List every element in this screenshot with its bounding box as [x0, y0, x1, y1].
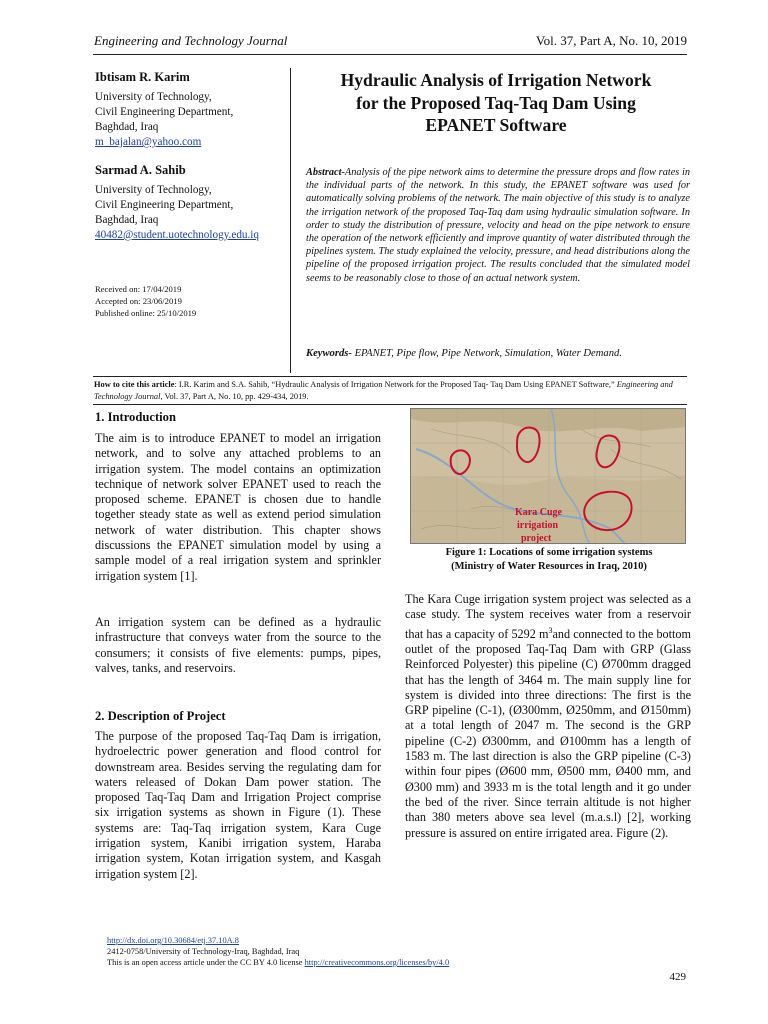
author-email-link[interactable]: m_bajalan@yahoo.com: [95, 136, 202, 148]
map-image: [411, 409, 686, 544]
accepted-date: Accepted on: 23/06/2019: [95, 296, 182, 306]
case-study-paragraph: The Kara Cuge irrigation system project was selected as a case study. The system receives water from a reservoir that has a capacity of 5292 $m^3and$ connected to the bottom outlet of the proposed Taq-Taq Dam with GRP (Glass Reinforced Polyester) this pipeline (C) Ø700mm dragged that has the length of 3464 m. The main supply line for system is divided into three directions: The first is the GRP pipeline (C-1), (Ø300mm, Ø250mm, and Ø150mm) at a total length of 2047 m. The second is the GRP pipeline (C-2) Ø300mm, and Ø100mm has a length of 1583 m. The last direction is also the GRP pipeline (C-3) within four pipes (Ø600 mm, Ø500 mm, Ø400 mm, and Ø300 mm) and 3933 m is the total length and it go under the bed of the river. Since terrain altitude is not higher than 380 meters above sea level (m.a.s.l) [2], working pressure is assured on entire irrigated area. Figure (2).: [405, 592, 691, 840]
description-paragraph: The purpose of the proposed Taq-Taq Dam is irrigation, hydroelectric power generation and flood control for downstream area. Besides serving the regulating dam for waters released of Dokan Dam power station. The proposed Taq-Taq Dam and Irrigation Project comprise six irrigation systems as shown in Figure (1). These systems are: Taq-Taq irrigation system, Kara Cuge irrigation system, Kanibi irrigation system, Haraba irrigation system, Kotan irrigation system, and Kasgah irrigation system [2].: [95, 729, 381, 881]
paper-title: Hydraulic Analysis of Irrigation Network for the Proposed Taq-Taq Dam Using EPANET Software: [340, 70, 652, 135]
author-block-2: [95, 163, 290, 243]
author-affiliation: Civil Engineering Department,: [95, 199, 234, 211]
section-heading-introduction: 1. Introduction: [95, 410, 176, 424]
column-divider: [290, 68, 291, 373]
received-date: Received on: 17/04/2019: [95, 284, 182, 294]
author-affiliation: Baghdad, Iraq: [95, 214, 159, 226]
citation-label: How to cite this article: [94, 380, 175, 389]
section-heading-description: 2. Description of Project: [95, 709, 226, 723]
citation: How to cite this article: I.R. Karim and S.A. Sahib, “Hydraulic Analysis of Irrigation Network for the Proposed Taq- Taq Dam Using EPANET Software,” Engineering and Technology Journal, Vol. 37, Part A, No. 10, pp. 429-434, 2019.: [94, 380, 673, 401]
citation-rule-top: [93, 376, 687, 377]
figure-1-map: [410, 408, 686, 544]
abstract-label: Abstract-: [306, 167, 345, 178]
license-link[interactable]: http://creativecommons.org/licenses/by/4.0: [304, 958, 450, 967]
page-number: 429: [669, 971, 686, 983]
journal-name: Engineering and Technology Journal: [94, 33, 288, 48]
author-affiliation: Civil Engineering Department,: [95, 106, 234, 118]
author-name: Ibtisam R. Karim: [95, 70, 190, 84]
keywords: [306, 347, 690, 360]
license-line: This is an open access article under the CC BY 4.0 license http://creativecommons.org/licenses/by/4.0: [107, 958, 450, 967]
issn-line: 2412-0758/University of Technology-Iraq, Baghdad, Iraq: [107, 947, 300, 956]
abstract: [306, 166, 690, 285]
abstract-text: Analysis of the pipe network aims to determine the pressure drops and flow rates in the individual parts of the network. In this study, the EPANET software was used for automatically solving problems of the network. The main objective of this study is to analyze the irrigation network of the proposed Taq-Taq dam using hydraulic simulation software. In order to study the distribution of pressure, velocity and head on the pipe network to ensure the operation of the network efficiently and improve quantity of water distributed through the pipelines system. The study explained the velocity, pressure, and head distributions along the pipeline of the proposed irrigation project. The results concluded that the simulated model seems to be reasonably close to those of an actual network system.: [306, 167, 690, 284]
keywords-text: EPANET, Pipe flow, Pipe Network, Simulation, Water Demand.: [354, 348, 622, 359]
author-affiliation: University of Technology,: [95, 91, 212, 103]
author-affiliation: University of Technology,: [95, 184, 212, 196]
citation-rule-bottom: [93, 404, 687, 405]
published-date: Published online: 25/10/2019: [95, 308, 197, 318]
intro-paragraph-1: The aim is to introduce EPANET to model an irrigation network, and to solve any attached problems to an irrigation system. The model contains an optimization technique of network solver EPANET used to reach the proposed scheme. EPANET is chosen due to handle together steady state as well as extend period simulation network of water distribution. This chapter shows discussions the EPANET simulation model by using a sample model of a real irrigation system and sprinkler irrigation system [1].: [95, 431, 381, 583]
keywords-label: Keywords-: [306, 348, 352, 359]
author-block-1: [95, 70, 290, 150]
author-name: Sarmad A. Sahib: [95, 163, 186, 177]
volume-info: Vol. 37, Part A, No. 10, 2019: [535, 33, 687, 48]
map-label-line-3: project: [521, 533, 552, 544]
author-email-link[interactable]: 40482@student.uotechnology.edu.iq: [95, 229, 260, 241]
figure-1-caption: Figure 1: Locations of some irrigation systems (Ministry of Water Resources in Iraq, 2010): [445, 547, 653, 572]
doi-link[interactable]: http://dx.doi.org/10.30684/etj.37.10A.8: [107, 936, 239, 945]
article-dates: [95, 283, 290, 319]
intro-paragraph-2: An irrigation system can be defined as a hydraulic infrastructure that conveys water from the source to the consumers; it consists of five elements: pumps, pipes, valves, tanks, and reservoirs.: [95, 615, 381, 675]
map-label-line-2: irrigation: [517, 520, 559, 531]
header-rule: [93, 54, 687, 55]
map-label-line-1: Kara Cuge: [515, 507, 562, 518]
author-affiliation: Baghdad, Iraq: [95, 121, 159, 133]
